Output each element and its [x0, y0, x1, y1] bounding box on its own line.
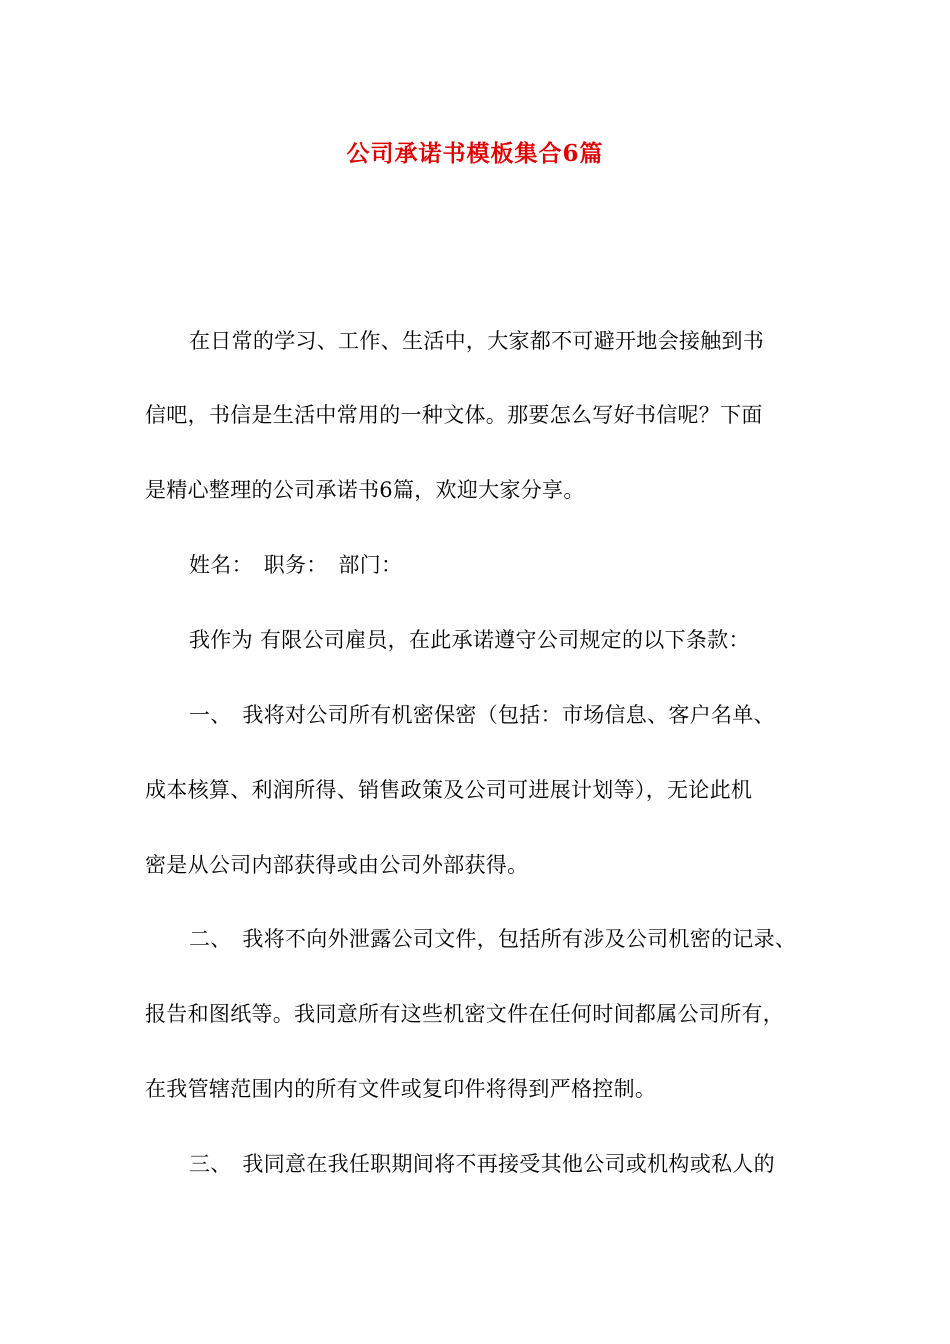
document-title: 公司承诺书模板集合6篇	[346, 140, 604, 167]
clause-line: 报告和图纸等。我同意所有这些机密文件在任何时间都属公司所有，	[145, 1002, 784, 1026]
clause-line: 成本核算、利润所得、销售政策及公司可进展计划等），无论此机	[145, 778, 753, 802]
paragraph-line: 我作为 有限公司雇员，在此承诺遵守公司规定的以下条款：	[189, 628, 750, 652]
paragraph-line: 信吧，书信是生活中常用的一种文体。那要怎么写好书信呢？下面	[145, 403, 763, 427]
paragraph-line: 是精心整理的公司承诺书6篇，欢迎大家分享。	[145, 478, 585, 502]
clause-line: 二、 我将不向外泄露公司文件，包括所有涉及公司机密的记录、	[189, 927, 797, 951]
paragraph-line: 在日常的学习、工作、生活中，大家都不可避开地会接触到书	[189, 329, 765, 353]
clause-line: 在我管辖范围内的所有文件或复印件将得到严格控制。	[145, 1077, 657, 1101]
clause-line: 一、 我将对公司所有机密保密（包括：市场信息、客户名单、	[189, 703, 775, 727]
form-fields-line: 姓名： 职务： 部门：	[189, 553, 403, 577]
clause-line: 密是从公司内部获得或由公司外部获得。	[145, 853, 529, 877]
clause-line: 三、 我同意在我任职期间将不再接受其他公司或机构或私人的	[189, 1152, 775, 1176]
